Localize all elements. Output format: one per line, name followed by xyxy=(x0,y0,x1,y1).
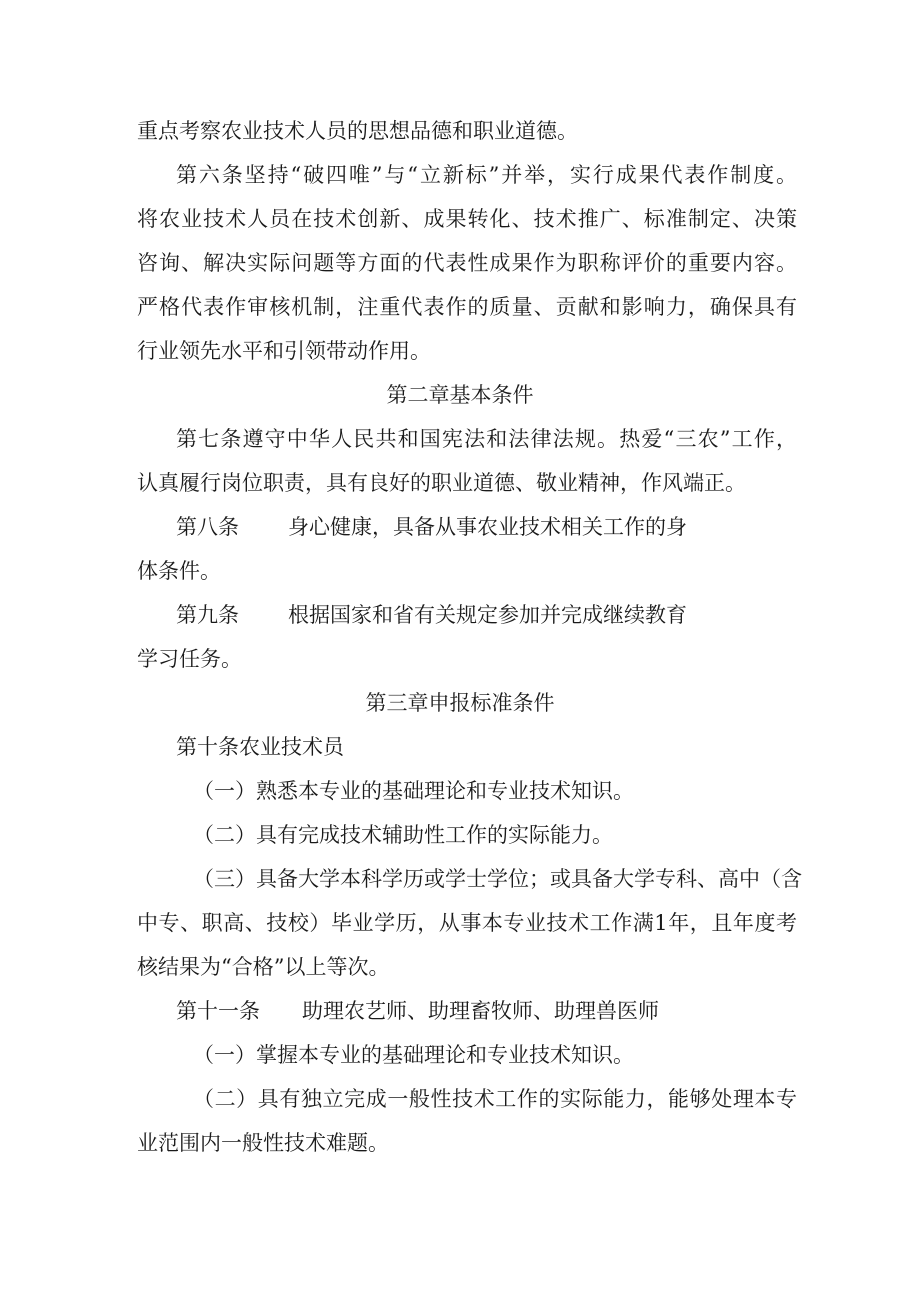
article-10-title: 第十条农业技术员 xyxy=(176,735,344,759)
article-11-item-1: （一）掌握本专业的基础理论和专业技术知识。 xyxy=(193,1043,634,1067)
article-6-line: 第六条坚持“破四唯”与“立新标”并举，实行成果代表作制度。 xyxy=(176,163,797,187)
article-11-label: 第十一条 xyxy=(176,999,260,1023)
article-10-item-3-line: 核结果为“合格”以上等次。 xyxy=(137,955,390,979)
article-8-label: 第八条 xyxy=(176,515,239,539)
chapter-3-heading: 第三章申报标准条件 xyxy=(365,691,555,715)
article-9-label: 第九条 xyxy=(176,603,239,627)
paragraph-line: 重点考察农业技术人员的思想品德和职业道德。 xyxy=(137,119,578,143)
article-8-line: 体条件。 xyxy=(137,559,221,583)
article-11-item-2-line: （二）具有独立完成一般性技术工作的实际能力，能够处理本专 xyxy=(193,1087,797,1111)
article-6-line: 将农业技术人员在技术创新、成果转化、技术推广、标准制定、决策 xyxy=(137,207,797,231)
article-11-title-line xyxy=(176,996,797,1026)
article-10-item-1: （一）熟悉本专业的基础理论和专业技术知识。 xyxy=(193,779,634,803)
chapter-2-heading: 第二章基本条件 xyxy=(386,383,534,407)
article-10-item-3-line: 中专、职高、技校）毕业学历，从事本专业技术工作满1年，且年度考 xyxy=(137,911,797,935)
article-8-text: 身心健康，具备从事农业技术相关工作的身 xyxy=(288,515,687,539)
article-6-line: 行业领先水平和引领带动作用。 xyxy=(137,339,431,363)
article-7-line: 第七条遵守中华人民共和国宪法和法律法规。热爱“三农”工作， xyxy=(176,427,797,451)
article-8-line xyxy=(176,512,797,542)
article-6-line: 严格代表作审核机制，注重代表作的质量、贡献和影响力，确保具有 xyxy=(137,295,797,319)
article-11-item-2-line: 业范围内一般性技术难题。 xyxy=(137,1131,389,1155)
article-10-item-2: （二）具有完成技术辅助性工作的实际能力。 xyxy=(193,823,613,847)
article-9-line xyxy=(176,600,797,630)
article-6-line: 咨询、解决实际问题等方面的代表性成果作为职称评价的重要内容。 xyxy=(137,251,797,275)
article-9-line: 学习任务。 xyxy=(137,647,242,671)
article-7-line: 认真履行岗位职责，具有良好的职业道德、敬业精神，作风端正。 xyxy=(137,471,746,495)
article-11-title: 助理农艺师、助理畜牧师、助理兽医师 xyxy=(302,999,659,1023)
article-10-item-3-line: （三）具备大学本科学历或学士学位；或具备大学专科、高中（含 xyxy=(193,867,802,891)
article-9-text: 根据国家和省有关规定参加并完成继续教育 xyxy=(288,603,687,627)
